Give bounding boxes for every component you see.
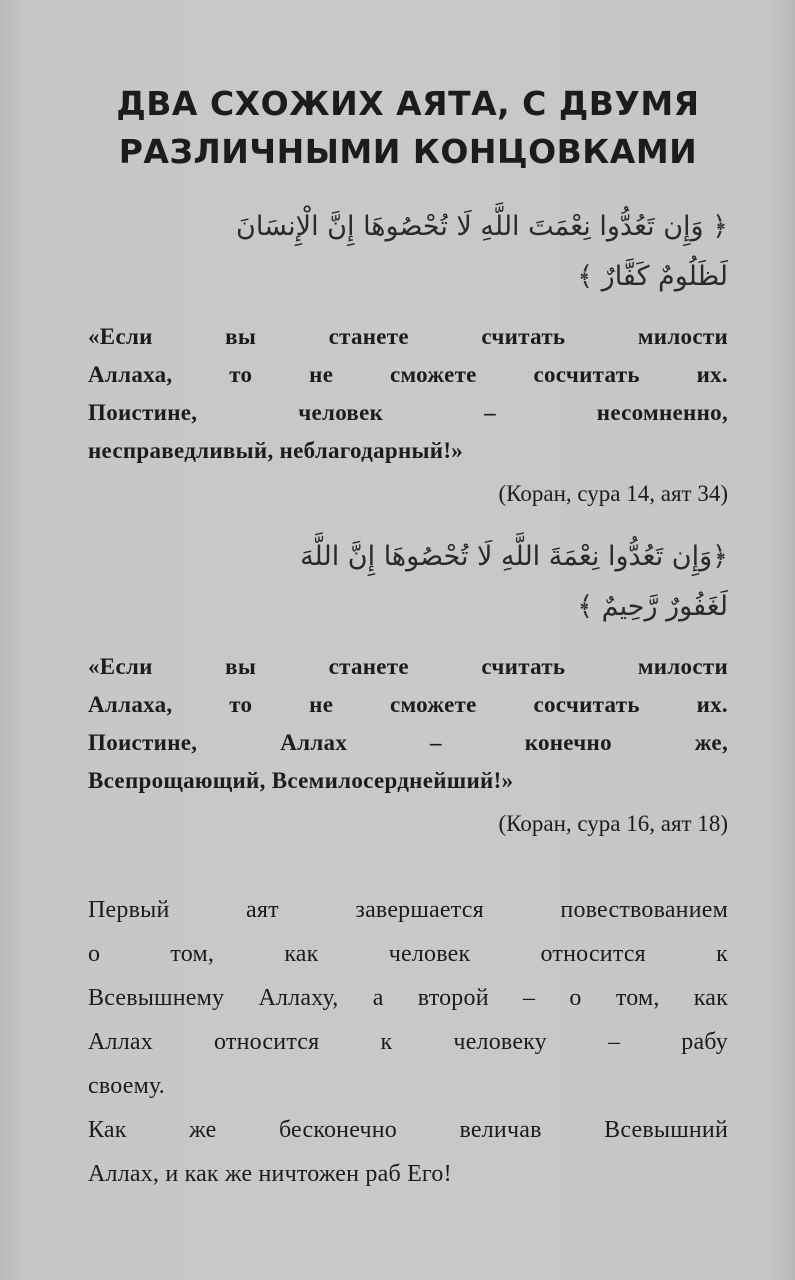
ayah-2-arabic xyxy=(88,532,728,632)
translation-line: Аллаха, то не сможете сосчитать их. xyxy=(88,692,728,717)
conclusion-line: Аллах относится к человеку – рабу xyxy=(88,1029,728,1055)
translation-line: «Если вы станете считать милости xyxy=(88,324,728,349)
ayah-1-arabic-line-1: ﴿ وَإِن تَعُدُّوا نِعْمَتَ اللَّهِ لَا تُحْصُوهَا إِنَّ الْإِنسَانَ xyxy=(236,211,728,242)
conclusion-line: своему. xyxy=(88,1073,165,1099)
conclusion-line: о том, как человек относится к xyxy=(88,941,728,967)
translation-line: «Если вы станете считать милости xyxy=(88,654,728,679)
translation-line: Поистине, Аллах – конечно же, xyxy=(88,730,728,755)
ayah-2-arabic-line-1: ﴿وَإِن تَعُدُّوا نِعْمَةَ اللَّهِ لَا تُحْصُوهَا إِنَّ اللَّهَ xyxy=(300,541,728,572)
ayah-1-translation xyxy=(88,318,728,470)
conclusion-line: Как же бесконечно величав Всевышний xyxy=(88,1117,728,1143)
spacer xyxy=(88,862,728,888)
title-line-1: ДВА СХОЖИХ АЯТА, С ДВУМЯ xyxy=(116,84,700,123)
ayah-1-arabic xyxy=(88,202,728,302)
conclusion-paragraph xyxy=(88,888,728,1196)
ayah-2-reference: (Коран, сура 16, аят 18) xyxy=(498,811,728,836)
ayah-2-translation xyxy=(88,648,728,800)
title-line-2: РАЗЛИЧНЫМИ КОНЦОВКАМИ xyxy=(118,132,698,171)
conclusion-line: Первый аят завершается повествованием xyxy=(88,897,728,923)
conclusion-line: Всевышнему Аллаху, а второй – о том, как xyxy=(88,985,728,1011)
translation-line: несправедливый, неблагодарный!» xyxy=(88,438,464,463)
translation-line: Всепрощающий, Всемилосерднейший!» xyxy=(88,768,514,793)
content xyxy=(88,80,728,1196)
translation-line: Аллаха, то не сможете сосчитать их. xyxy=(88,362,728,387)
page-title xyxy=(88,80,728,176)
ayah-1-reference: (Коран, сура 14, аят 34) xyxy=(498,481,728,506)
ayah-1-arabic-line-2: لَظَلُومٌ كَفَّارٌ ﴾ xyxy=(577,261,728,292)
translation-line: Поистине, человек – несомненно, xyxy=(88,400,728,425)
ayah-2-arabic-line-2: لَغَفُورٌ رَّحِيمٌ ﴾ xyxy=(577,591,728,622)
conclusion-line: Аллах, и как же ничтожен раб Его! xyxy=(88,1161,452,1187)
